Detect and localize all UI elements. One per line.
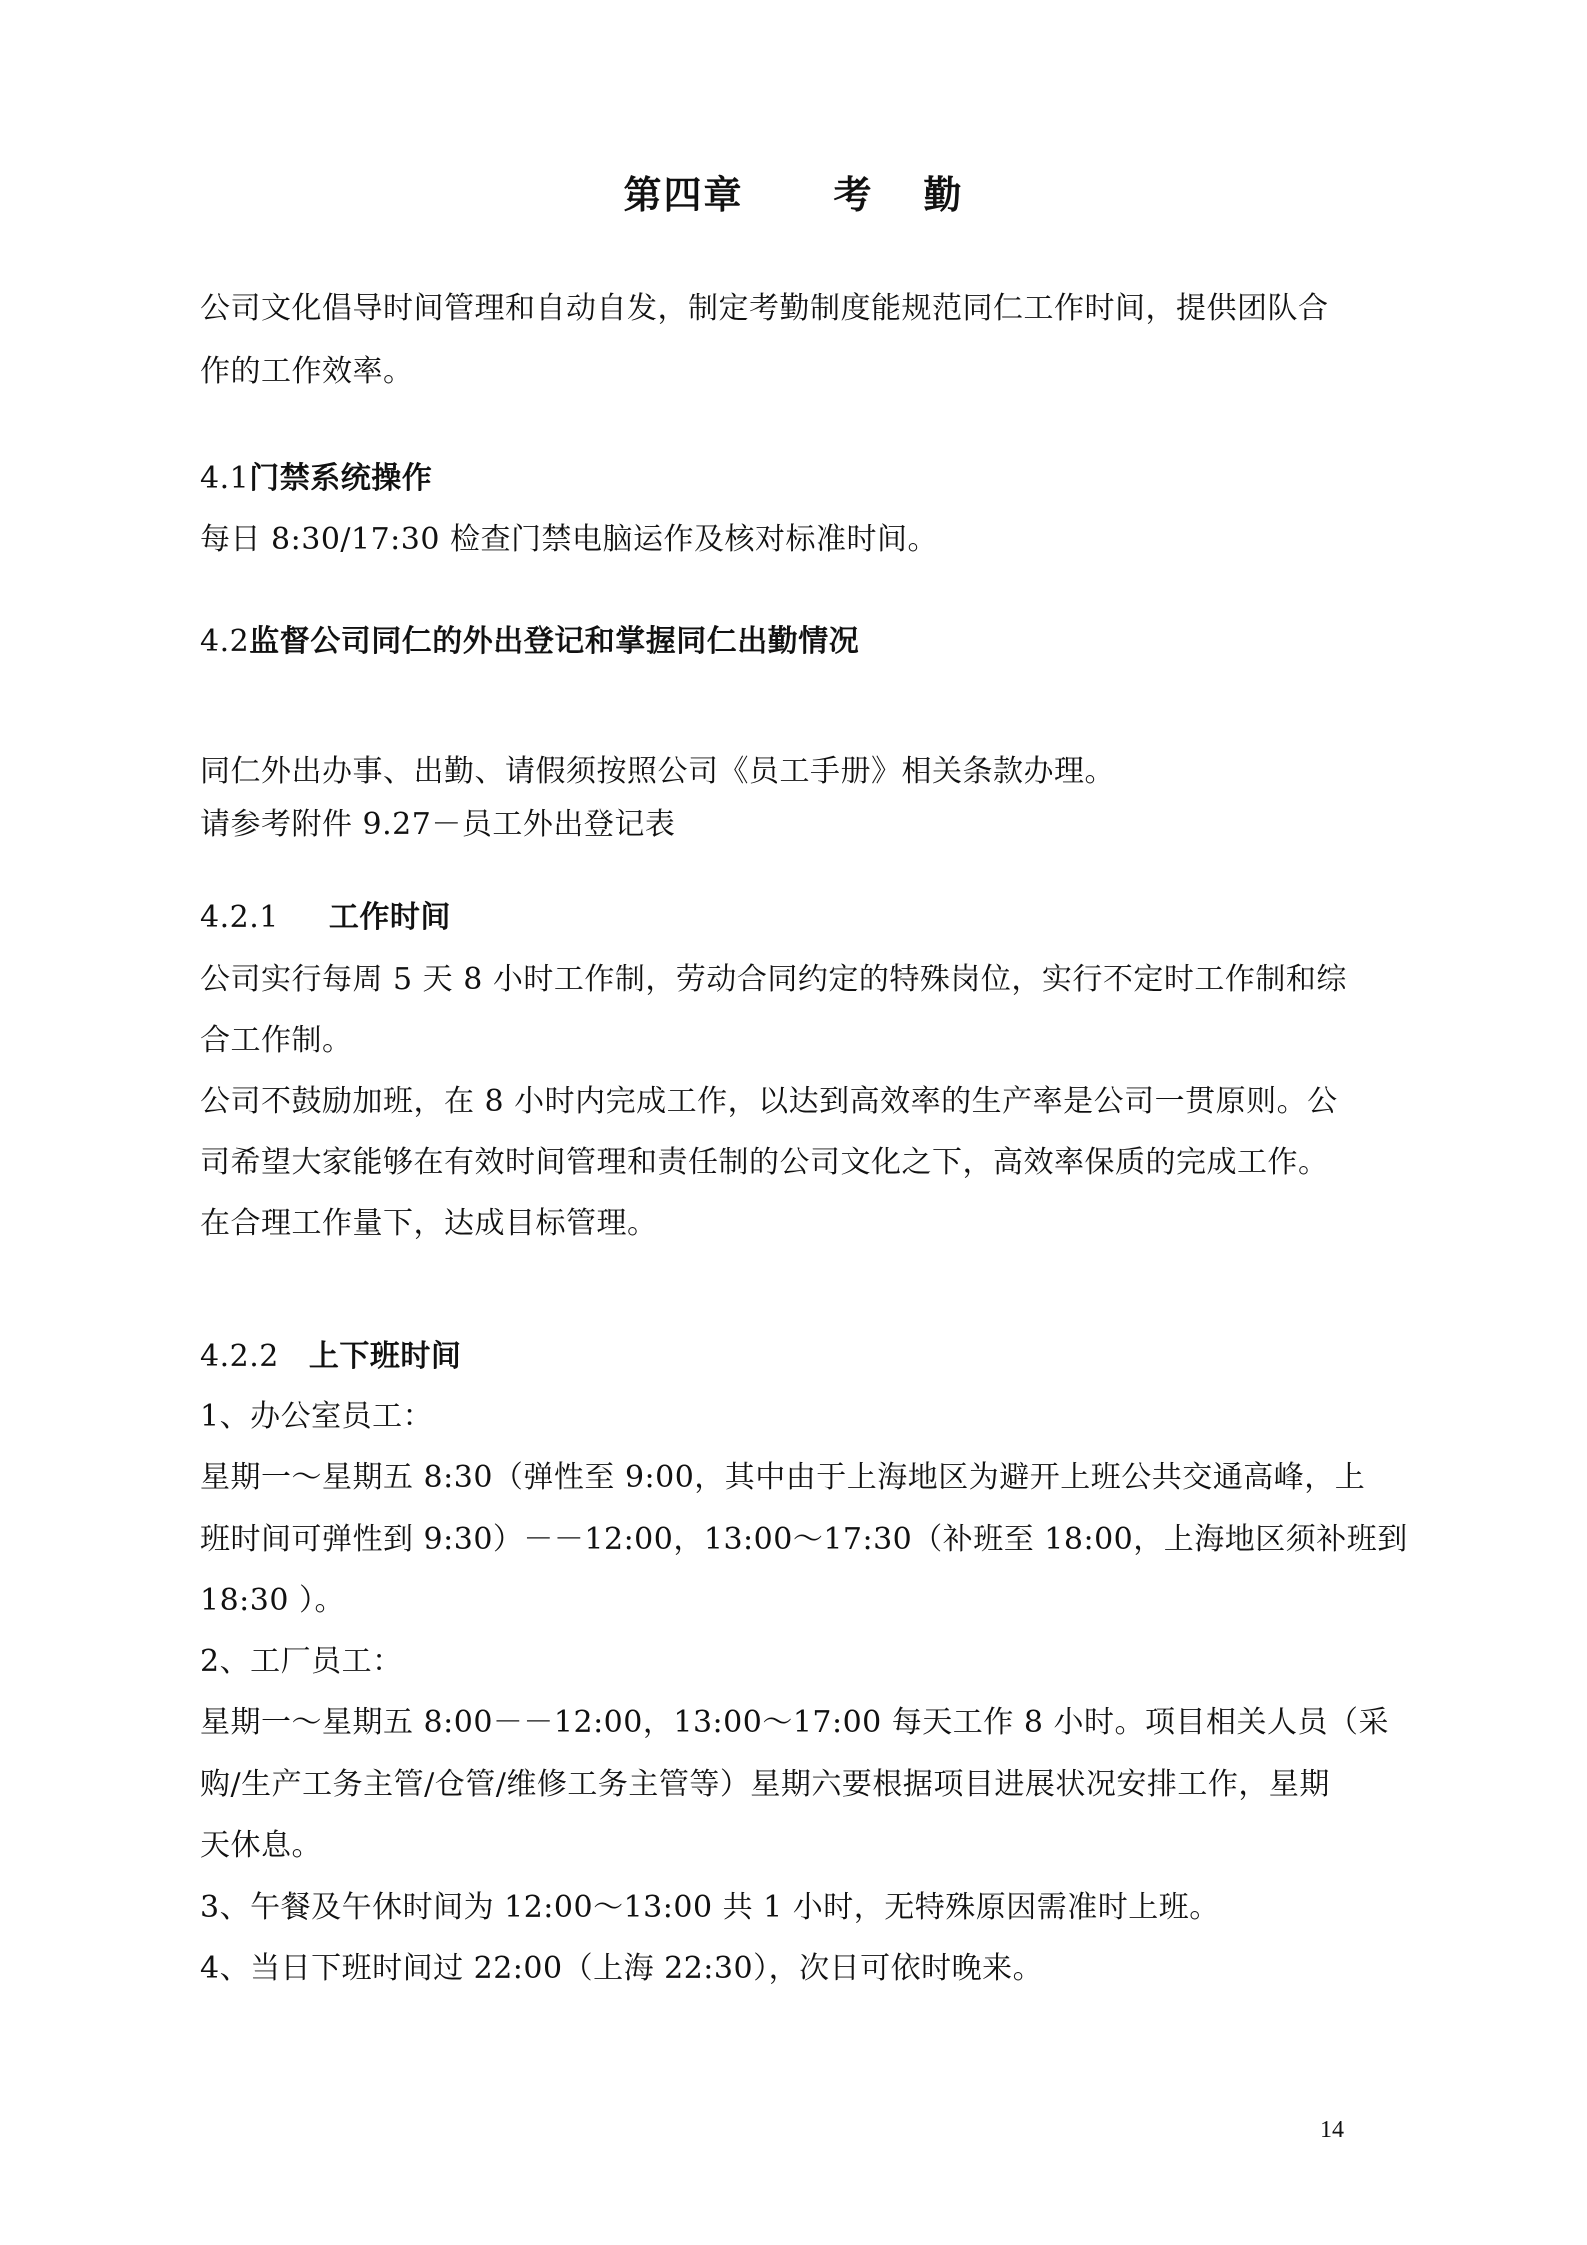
section-4-2-2-line-6: 星期一～星期五 8:00－－12:00，13:00～17:00 每天工作 8 小时。项目相关人员（采 (200, 1705, 1389, 1740)
section-4-2-1-line-3: 公司不鼓励加班，在 8 小时内完成工作，以达到高效率的生产率是公司一贯原则。公 (200, 1084, 1338, 1119)
section-number: 4.2.2 (200, 1339, 279, 1374)
chapter-title-word-2: 勤 (923, 172, 964, 217)
chapter-title-number: 第四章 (623, 172, 744, 217)
chapter-title (0, 170, 1587, 220)
section-4-2-1-heading (200, 898, 1400, 938)
section-number: 4.1 (200, 461, 250, 496)
chapter-title-word-1: 考 (833, 172, 874, 217)
section-4-2-2-line-8: 天休息。 (200, 1828, 322, 1863)
section-title: 工作时间 (328, 900, 451, 935)
section-4-2-2-line-1: 1、办公室员工： (200, 1399, 434, 1434)
section-number: 4.2.1 (200, 900, 279, 935)
section-4-2-2-line-5: 2、工厂员工： (200, 1644, 403, 1679)
section-4-2-heading (200, 622, 1400, 662)
section-4-2-2-line-3: 班时间可弹性到 9:30）－－12:00，13:00～17:30（补班至 18:00，上海地区须补班到 (200, 1522, 1408, 1557)
section-4-2-1-line-5: 在合理工作量下，达成目标管理。 (200, 1206, 658, 1241)
section-4-2-1-line-1: 公司实行每周 5 天 8 小时工作制，劳动合同约定的特殊岗位，实行不定时工作制和综 (200, 962, 1347, 997)
intro-paragraph-line-2: 作的工作效率。 (200, 354, 414, 389)
section-4-2-2-line-2: 星期一～星期五 8:30（弹性至 9:00，其中由于上海地区为避开上班公共交通高峰，上 (200, 1460, 1366, 1495)
section-4-2-1-line-2: 合工作制。 (200, 1023, 353, 1058)
page-number: 14 (1320, 2117, 1344, 2143)
section-title: 监督公司同仁的外出登记和掌握同仁出勤情况 (249, 624, 860, 659)
section-4-2-2-line-7: 购/生产工务主管/仓管/维修工务主管等）星期六要根据项目进展状况安排工作，星期 (200, 1767, 1330, 1802)
section-title: 门禁系统操作 (249, 461, 433, 496)
section-title: 上下班时间 (308, 1339, 462, 1374)
section-4-2-2-line-4: 18:30 ）。 (200, 1583, 345, 1618)
section-4-2-body-line-2: 请参考附件 9.27－员工外出登记表 (200, 807, 676, 842)
section-4-1-body: 每日 8:30/17:30 检查门禁电脑运作及核对标准时间。 (200, 522, 939, 557)
section-4-2-2-line-9: 3、午餐及午休时间为 12:00～13:00 共 1 小时，无特殊原因需准时上班。 (200, 1890, 1220, 1925)
section-4-2-2-heading (200, 1337, 1400, 1377)
section-4-2-body-line-1: 同仁外出办事、出勤、请假须按照公司《员工手册》相关条款办理。 (200, 754, 1115, 789)
section-number: 4.2 (200, 624, 250, 659)
intro-paragraph-line-1: 公司文化倡导时间管理和自动自发，制定考勤制度能规范同仁工作时间，提供团队合 (200, 291, 1329, 326)
section-4-2-2-line-10: 4、当日下班时间过 22:00（上海 22:30），次日可依时晚来。 (200, 1951, 1044, 1986)
section-4-1-heading (200, 459, 1400, 499)
section-4-2-1-line-4: 司希望大家能够在有效时间管理和责任制的公司文化之下，高效率保质的完成工作。 (200, 1145, 1329, 1180)
